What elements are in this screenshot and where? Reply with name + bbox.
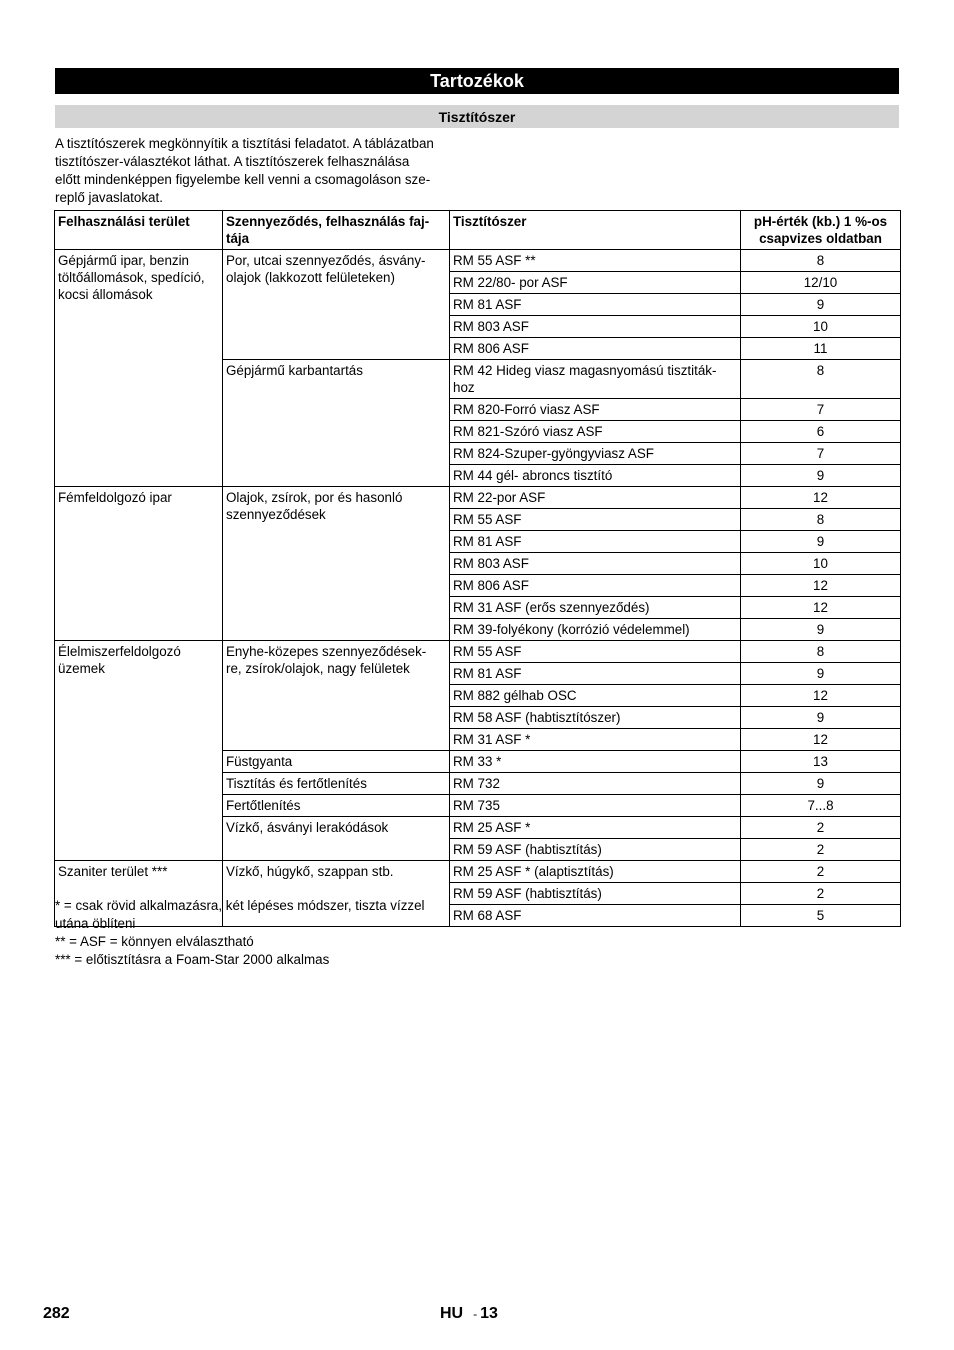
cell-cleaning-agent: RM 59 ASF (habtisztítás) [450,839,741,861]
table-row [55,641,901,663]
cell-cleaning-agent: RM 735 [450,795,741,817]
cell-cleaning-agent: RM 820-Forró viasz ASF [450,399,741,421]
cell-cleaning-agent: RM 22/80- por ASF [450,272,741,294]
cell-ph-value: 2 [741,861,901,883]
cell-ph-value: 2 [741,839,901,861]
table-row [55,250,901,272]
cell-ph-value: 7 [741,443,901,465]
cell-cleaning-agent: RM 59 ASF (habtisztítás) [450,883,741,905]
table-row [55,487,901,509]
header-ph: pH-érték (kb.) 1 %-os csapvizes oldatban [741,211,901,250]
cell-contamination-type: Por, utcai szennyeződés, ásvány- olajok (lakkozott felületeken) [223,250,450,360]
cell-cleaning-agent: RM 42 Hideg viasz magasnyomású tisztiták- hoz [450,360,741,399]
cell-cleaning-agent: RM 81 ASF [450,663,741,685]
cell-ph-value: 8 [741,641,901,663]
cell-ph-value: 2 [741,883,901,905]
cell-cleaning-agent: RM 55 ASF [450,641,741,663]
cell-ph-value: 10 [741,553,901,575]
cell-ph-value: 8 [741,509,901,531]
cell-cleaning-agent: RM 44 gél- abroncs tisztító [450,465,741,487]
cell-contamination-type: Vízkő, ásványi lerakódások [223,817,450,861]
cell-ph-value: 13 [741,751,901,773]
cell-cleaning-agent: RM 732 [450,773,741,795]
cell-ph-value: 6 [741,421,901,443]
header-area: Felhasználási terület [55,211,223,250]
cell-ph-value: 12/10 [741,272,901,294]
cell-ph-value: 8 [741,250,901,272]
cell-cleaning-agent: RM 31 ASF (erős szennyeződés) [450,597,741,619]
table-body [55,250,901,927]
cell-cleaning-agent: RM 81 ASF [450,531,741,553]
cell-ph-value: 9 [741,663,901,685]
cell-cleaning-agent: RM 55 ASF [450,509,741,531]
cell-ph-value: 2 [741,817,901,839]
cell-contamination-type: Olajok, zsírok, por és hasonló szennyeződések [223,487,450,641]
footer-language [440,1305,498,1323]
cell-cleaning-agent: RM 803 ASF [450,316,741,338]
cell-cleaning-agent: RM 806 ASF [450,575,741,597]
cell-ph-value: 9 [741,531,901,553]
sub-page-number: 13 [480,1305,498,1322]
cell-contamination-type: Füstgyanta [223,751,450,773]
section-title: Tartozékok [55,68,899,94]
footer-separator: - [473,1307,478,1321]
cell-cleaning-agent: RM 25 ASF * (alaptisztítás) [450,861,741,883]
cell-area: Gépjármű ipar, benzin töltőállomások, spedíció, kocsi állomások [55,250,223,487]
cell-cleaning-agent: RM 68 ASF [450,905,741,927]
cell-ph-value: 5 [741,905,901,927]
cell-area: Szaniter terület *** [55,861,223,927]
cell-cleaning-agent: RM 31 ASF * [450,729,741,751]
cell-ph-value: 12 [741,597,901,619]
cell-ph-value: 12 [741,575,901,597]
cell-ph-value: 9 [741,465,901,487]
header-agent: Tisztítószer [450,211,741,250]
cell-cleaning-agent: RM 22-por ASF [450,487,741,509]
cell-ph-value: 10 [741,316,901,338]
subsection-title: Tisztítószer [55,105,899,128]
language-code: HU [440,1305,464,1322]
cell-ph-value: 12 [741,685,901,707]
cell-cleaning-agent: RM 25 ASF * [450,817,741,839]
cell-cleaning-agent: RM 55 ASF ** [450,250,741,272]
cell-area: Élelmiszerfeldolgozó üzemek [55,641,223,861]
cell-contamination-type: Fertőtlenítés [223,795,450,817]
cell-contamination-type: Tisztítás és fertőtlenítés [223,773,450,795]
cell-ph-value: 9 [741,619,901,641]
intro-paragraph: A tisztítószerek megkönnyítik a tisztítási feladatot. A táblázatban tisztítószer-választékot láthat. A tisztítószerek felhasználása előtt mindenképpen figyelembe kell venni a csomagoláson sze- replő javaslatokat. [55,136,434,205]
cell-cleaning-agent: RM 803 ASF [450,553,741,575]
cell-ph-value: 12 [741,487,901,509]
cell-cleaning-agent: RM 806 ASF [450,338,741,360]
cell-ph-value: 7 [741,399,901,421]
cell-contamination-type: Vízkő, húgykő, szappan stb. [223,861,450,927]
cell-ph-value: 9 [741,773,901,795]
page-number: 282 [43,1305,70,1322]
cell-ph-value: 12 [741,729,901,751]
cell-cleaning-agent: RM 39-folyékony (korrózió védelemmel) [450,619,741,641]
cell-ph-value: 8 [741,360,901,399]
table-row [55,861,901,883]
cell-area: Fémfeldolgozó ipar [55,487,223,641]
cell-cleaning-agent: RM 824-Szuper-gyöngyviasz ASF [450,443,741,465]
cleaning-agent-table [54,210,901,927]
cell-cleaning-agent: RM 81 ASF [450,294,741,316]
cell-cleaning-agent: RM 882 gélhab OSC [450,685,741,707]
footnotes: * = csak rövid alkalmazásra, két lépéses módszer, tiszta vízzel utána öblíteni ** = ASF = könnyen elválasztható *** = előtisztításra a Foam-Star 2000 alkalmas [55,898,425,967]
cell-ph-value: 11 [741,338,901,360]
cell-contamination-type: Gépjármű karbantartás [223,360,450,487]
cell-cleaning-agent: RM 33 * [450,751,741,773]
cell-ph-value: 9 [741,707,901,729]
cell-ph-value: 9 [741,294,901,316]
cell-contamination-type: Enyhe-közepes szennyeződések- re, zsírok/olajok, nagy felületek [223,641,450,751]
cell-ph-value: 7...8 [741,795,901,817]
cell-cleaning-agent: RM 58 ASF (habtisztítószer) [450,707,741,729]
table-header-row [55,211,901,250]
cell-cleaning-agent: RM 821-Szóró viasz ASF [450,421,741,443]
header-type: Szennyeződés, felhasználás faj- tája [223,211,450,250]
